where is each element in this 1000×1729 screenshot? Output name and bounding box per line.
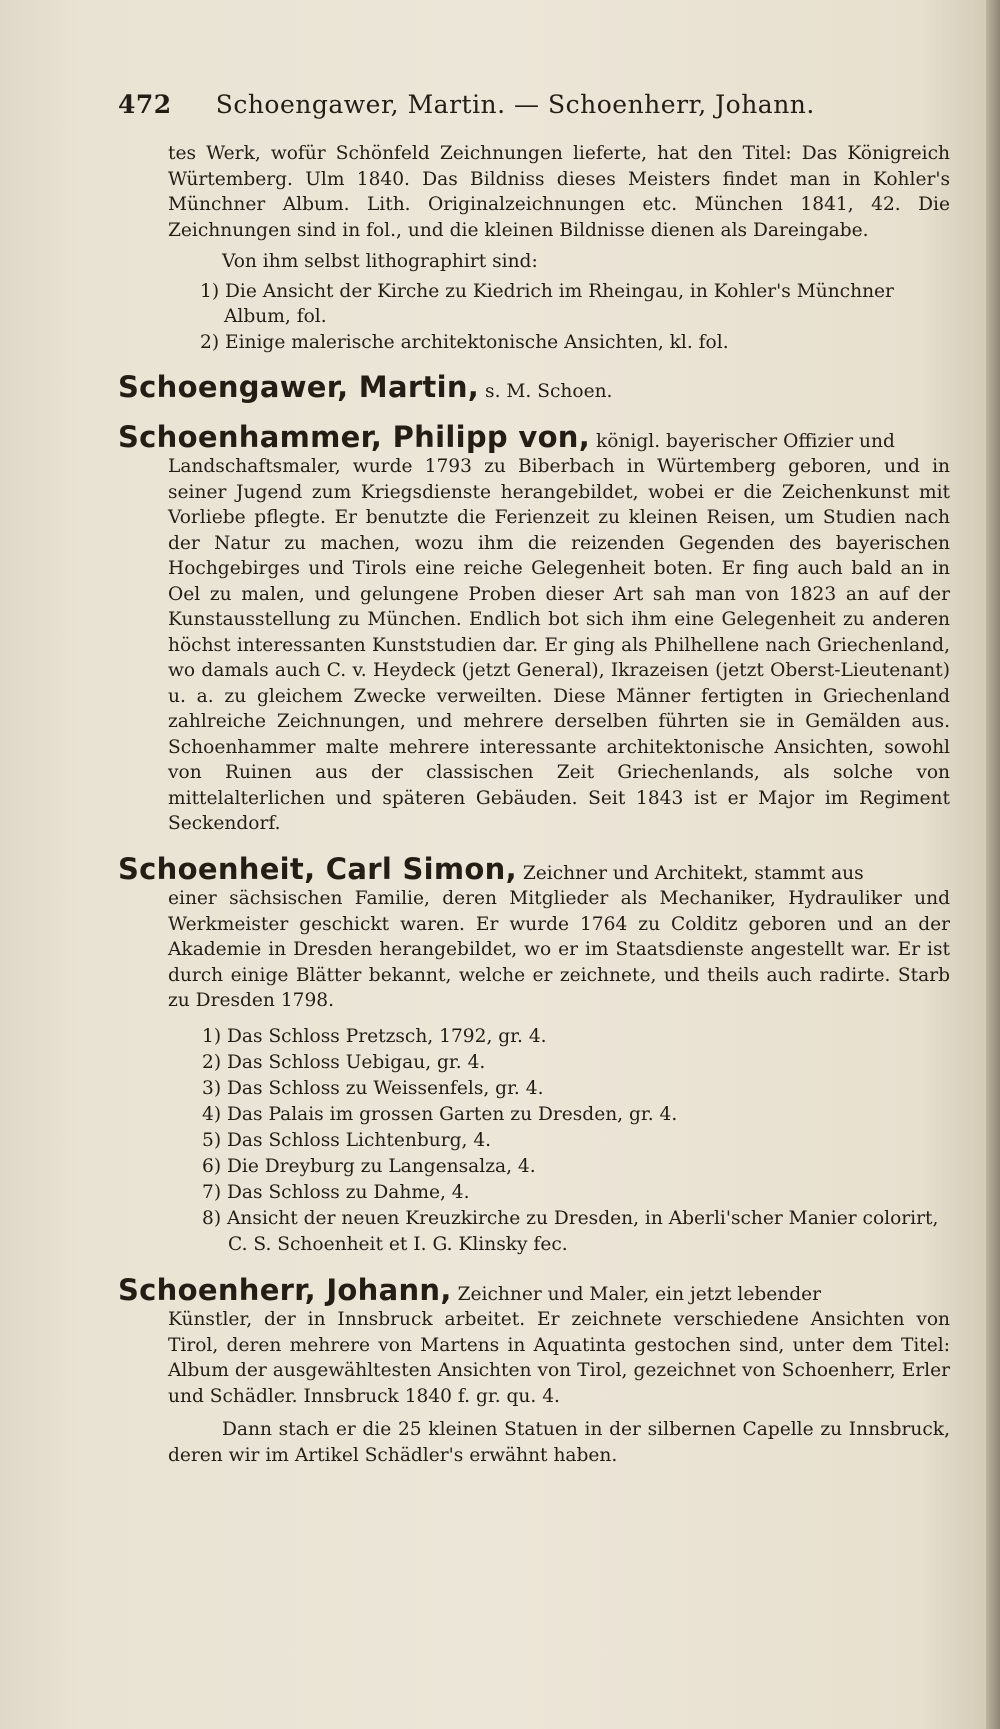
entry-first-line: s. M. Schoen. — [485, 381, 613, 402]
intro-continuation: tes Werk, wofür Schönfeld Zeichnungen lieferte, hat den Titel: Das Königreich Würtemberg. Ulm 1840. Das Bildniss dieses Meisters findet man in Kohler's Münchner Album. Lith. Originalzeichnungen etc. München 1841, 42. Die Zeichnungen sind in fol., und die kleinen Bildnisse dienen als Dareingabe. — [168, 143, 950, 241]
schoenheit-works-list — [118, 1024, 950, 1258]
list-item: 3) Das Schloss zu Weissenfels, gr. 4. — [202, 1077, 544, 1099]
running-title: Schoengawer, Martin. — Schoenherr, Johann. — [215, 90, 815, 119]
entry-name: Schoenherr, Johann, — [118, 1272, 452, 1307]
entry-first-line: königl. bayerischer Offizier und — [595, 430, 895, 452]
list-item: 2) Das Schloss Uebigau, gr. 4. — [202, 1051, 486, 1073]
list-item: 7) Das Schloss zu Dahme, 4. — [202, 1181, 470, 1203]
list-item: 4) Das Palais im grossen Garten zu Dresden, gr. 4. — [202, 1103, 678, 1125]
list-item: 6) Die Dreyburg zu Langensalza, 4. — [202, 1155, 536, 1177]
list-item: 2) Einige malerische architektonische Ansichten, kl. fol. — [200, 331, 729, 353]
entry-closing: Dann stach er die 25 kleinen Statuen in der silbernen Capelle zu Innsbruck, deren wir im Artikel Schädler's erwähnt haben. — [168, 1419, 950, 1466]
page-spine-shadow — [986, 0, 1000, 1729]
entry-first-line: Zeichner und Architekt, stammt aus — [522, 862, 864, 884]
entry-body: einer sächsischen Familie, deren Mitglieder als Mechaniker, Hydrauliker und Werkmeister geschickt waren. Er wurde 1764 zu Colditz geboren und an der Akademie in Dresden herangebildet, wo er im Staatsdienste angestellt war. Er ist durch einige Blätter bekannt, welche er zeichnete, und theils auch radirte. Starb zu Dresden 1798. — [168, 888, 950, 1011]
list-item: 1) Die Ansicht der Kirche zu Kiedrich im Rheingau, in Kohler's Münchner Album, fol. — [200, 280, 894, 327]
list-item: 5) Das Schloss Lichtenburg, 4. — [202, 1129, 492, 1151]
list-item: 8) Ansicht der neuen Kreuzkirche zu Dresden, in Aberli'scher Manier colorirt, C. S. Schoenheit et I. G. Klinsky fec. — [202, 1207, 939, 1255]
entry-schoenheit — [118, 851, 950, 1014]
entry-name: Schoengawer, Martin, — [118, 370, 480, 404]
list-item: 1) Das Schloss Pretzsch, 1792, gr. 4. — [202, 1025, 547, 1047]
entry-first-line: Zeichner und Maler, ein jetzt lebender — [457, 1283, 822, 1305]
entry-schoenherr — [118, 1272, 950, 1469]
page-content — [118, 90, 950, 1468]
page-number: 472 — [118, 90, 172, 119]
entry-name: Schoenheit, Carl Simon, — [118, 851, 517, 886]
entry-body: Landschaftsmaler, wurde 1793 zu Biberbach in Würtemberg geboren, und in seiner Jugend zum Kriegsdienste herangebildet, wobei er die Zeichenkunst mit Vorliebe pflegte. Er benutzte die Ferienzeit zu kleinen Reisen, um Studien nach der Natur zu machen, wozu ihm die reizenden Gegenden des bayerischen Hochgebirges und Tirols eine reiche Gelegenheit boten. Er fing auch bald an in Oel zu malen, und gelungene Proben dieser Art sah man von 1823 an auf der Kunstausstellung zu München. Endlich bot sich ihm eine Gelegenheit zu anderen höchst interessanten Kunststudien dar. Er ging als Philhellene nach Griechenland, wo damals auch C. v. Heydeck (jetzt General), Ikrazeisen (jetzt Oberst-Lieutenant) u. a. zu gleichem Zwecke verweilten. Diese Männer fertigten in Griechenland zahlreiche Zeichnungen, und mehrere derselben führten sie in Gemälden aus. Schoenhammer malte mehrere interessante architektonische Ansichten, sowohl von Ruinen aus der classischen Zeit Griechenlands, als solche von mittelalterlichen und späteren Gebäuden. Seit 1843 ist er Major im Regiment Seckendorf. — [168, 456, 950, 834]
lithographed-list — [118, 279, 950, 356]
entry-schoengawer — [118, 370, 950, 405]
lithographed-heading: Von ihm selbst lithographirt sind: — [222, 251, 538, 272]
entry-body: Künstler, der in Innsbruck arbeitet. Er zeichnete verschiedene Ansichten von Tirol, deren mehrere von Martens in Aquatinta gestochen sind, unter dem Titel: Album der ausgewähltesten Ansichten von Tirol, gezeichnet von Schoenherr, Erler und Schädler. Innsbruck 1840 f. gr. qu. 4. — [168, 1309, 950, 1407]
entry-schoenhammer — [118, 419, 950, 837]
entry-name: Schoenhammer, Philipp von, — [118, 419, 591, 454]
page-header — [118, 90, 950, 119]
